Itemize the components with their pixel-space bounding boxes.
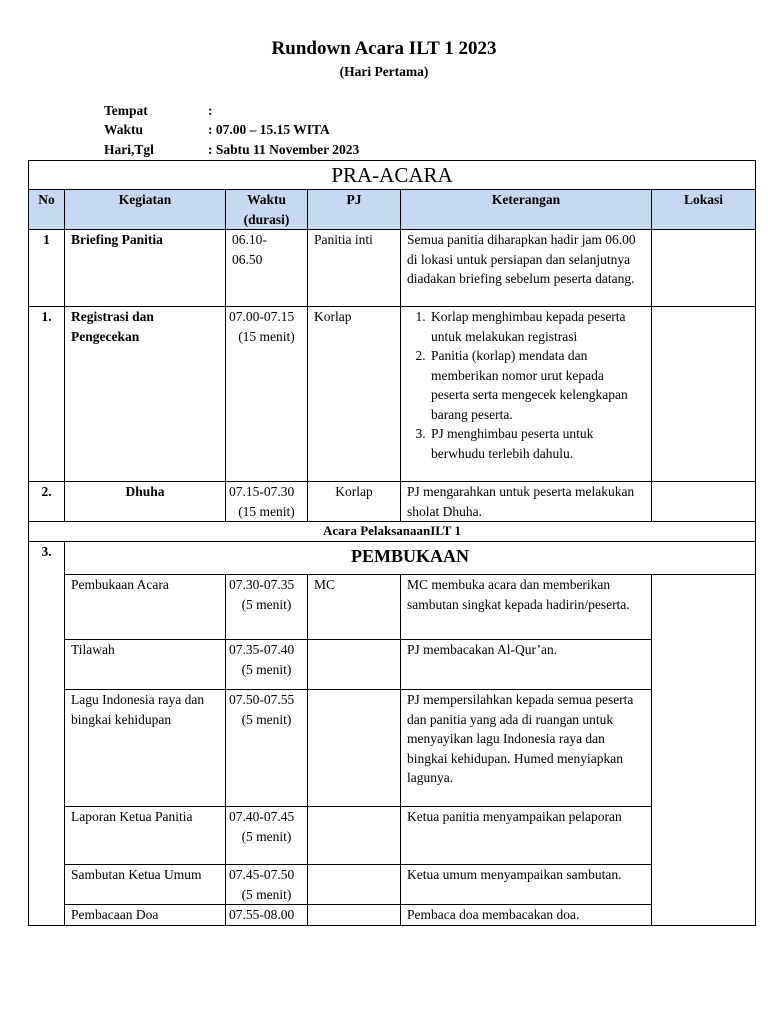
info-value: : Sabtu 11 November 2023: [208, 142, 360, 157]
row-waktu: [226, 640, 308, 690]
table-row: [29, 575, 756, 640]
row-waktu: [226, 230, 308, 307]
col-waktu-label: Waktu: [246, 192, 287, 207]
row-pj: [308, 690, 401, 807]
col-kegiatan: Kegiatan: [65, 190, 226, 230]
row-lokasi: [652, 575, 756, 926]
list-item: 3. PJ menghimbau peserta untuk berwhudu terlebih dahulu.: [429, 424, 645, 463]
row-waktu-range: 07.40-07.45: [229, 809, 295, 824]
row-keterangan: Pembaca doa membacakan doa.: [401, 905, 652, 926]
table-row: [29, 640, 756, 690]
col-waktu: [226, 190, 308, 230]
row-waktu: [226, 807, 308, 865]
info-label: Tempat: [104, 103, 148, 118]
row-keterangan: PJ mengarahkan untuk peserta melakukan sholat Dhuha.: [401, 482, 652, 522]
info-value: :: [208, 103, 213, 118]
row-waktu-range: 07.45-07.50: [229, 867, 295, 882]
row-pj: Korlap: [308, 307, 401, 482]
row-kegiatan: Registrasi dan Pengecekan: [65, 307, 226, 482]
section-pembukaan: PEMBUKAAN: [65, 542, 756, 575]
row-waktu: [226, 307, 308, 482]
row-waktu-durasi: (5 menit): [241, 596, 292, 612]
row-waktu-range: 07.00-07.15: [229, 309, 295, 324]
row-kegiatan: Briefing Panitia: [65, 230, 226, 307]
table-row: [29, 230, 756, 307]
col-keterangan: Keterangan: [401, 190, 652, 230]
row-lokasi: [652, 230, 756, 307]
table-row: [29, 807, 756, 865]
row-pj: [308, 807, 401, 865]
list-item: 1. Korlap menghimbau kepada peserta untuk melakukan registrasi: [429, 307, 645, 346]
list-item: 2. Panitia (korlap) mendata dan memberikan nomor urut kepada peserta serta mengecek kelengkapan barang peserta.: [429, 346, 645, 424]
row-waktu: [226, 865, 308, 905]
row-keterangan: Semua panitia diharapkan hadir jam 06.00 di lokasi untuk persiapan dan selanjutnya diadakan briefing sebelum peserta datang.: [401, 230, 652, 307]
info-label: Waktu: [104, 122, 144, 137]
col-durasi-label: (durasi): [243, 211, 290, 227]
row-keterangan: PJ membacakan Al-Qur’an.: [401, 640, 652, 690]
rundown-table: [28, 160, 756, 926]
row-keterangan: MC membuka acara dan memberikan sambutan singkat kepada hadirin/peserta.: [401, 575, 652, 640]
row-pj: Panitia inti: [308, 230, 401, 307]
section-pra-acara: PRA-ACARA: [29, 161, 756, 190]
row-lokasi: [652, 482, 756, 522]
row-kegiatan: Dhuha: [65, 482, 226, 522]
row-kegiatan: Sambutan Ketua Umum: [65, 865, 226, 905]
document-subtitle: (Hari Pertama): [339, 64, 429, 79]
row-pj: Korlap: [308, 482, 401, 522]
row-kegiatan: Lagu Indonesia raya dan bingkai kehidupan: [65, 690, 226, 807]
table-row: [29, 905, 756, 926]
row-kegiatan: Pembacaan Doa: [65, 905, 226, 926]
row-no: 1.: [29, 307, 65, 482]
row-waktu-range: 07.50-07.55: [229, 692, 295, 707]
row-waktu-durasi: (5 menit): [241, 828, 292, 844]
col-no: No: [29, 190, 65, 230]
row-no: 2.: [29, 482, 65, 522]
row-pj: [308, 905, 401, 926]
document-title: Rundown Acara ILT 1 2023: [271, 38, 497, 59]
row-no: 1: [29, 230, 65, 307]
row-keterangan: Ketua umum menyampaikan sambutan.: [401, 865, 652, 905]
row-waktu-range: 07.35-07.40: [229, 642, 295, 657]
row-keterangan: PJ mempersilahkan kepada semua peserta dan panitia yang ada di ruangan untuk menyayikan lagu Indonesia raya dan bingkai kehidupan. Humed menyiapkan lagunya.: [401, 690, 652, 807]
row-kegiatan: Tilawah: [65, 640, 226, 690]
row-waktu-durasi: 06.50: [232, 251, 263, 267]
table-row: [29, 482, 756, 522]
row-waktu-range: 06.10-: [232, 232, 267, 247]
row-waktu-range: 07.55-08.00: [229, 907, 295, 922]
row-waktu-range: 07.30-07.35: [229, 577, 295, 592]
row-kegiatan: Laporan Ketua Panitia: [65, 807, 226, 865]
row-pj: [308, 865, 401, 905]
col-pj: PJ: [308, 190, 401, 230]
row-waktu: [226, 482, 308, 522]
info-value: : 07.00 – 15.15 WITA: [208, 122, 330, 137]
table-row: [29, 690, 756, 807]
section-pelaksanaan: Acara PelaksanaanILT 1: [29, 522, 756, 542]
row-waktu: [226, 575, 308, 640]
row-waktu-durasi: (5 menit): [241, 711, 292, 727]
info-label: Hari,Tgl: [104, 142, 154, 157]
row-waktu-durasi: (5 menit): [241, 661, 292, 677]
col-lokasi: Lokasi: [652, 190, 756, 230]
row-keterangan: Ketua panitia menyampaikan pelaporan: [401, 807, 652, 865]
row-pj: [308, 640, 401, 690]
row-pj: MC: [308, 575, 401, 640]
row-waktu: [226, 905, 308, 926]
row-waktu-durasi: (5 menit): [241, 886, 292, 902]
table-header: [29, 190, 756, 230]
row-lokasi: [652, 307, 756, 482]
table-row: [29, 307, 756, 482]
row-no: 3.: [29, 542, 65, 926]
row-keterangan: [401, 307, 652, 482]
row-kegiatan: Pembukaan Acara: [65, 575, 226, 640]
keterangan-list: [407, 307, 645, 463]
row-waktu-durasi: (15 menit): [238, 503, 295, 519]
row-waktu-range: 07.15-07.30: [229, 484, 295, 499]
row-waktu: [226, 690, 308, 807]
table-row: [29, 865, 756, 905]
row-waktu-durasi: (15 menit): [238, 328, 295, 344]
